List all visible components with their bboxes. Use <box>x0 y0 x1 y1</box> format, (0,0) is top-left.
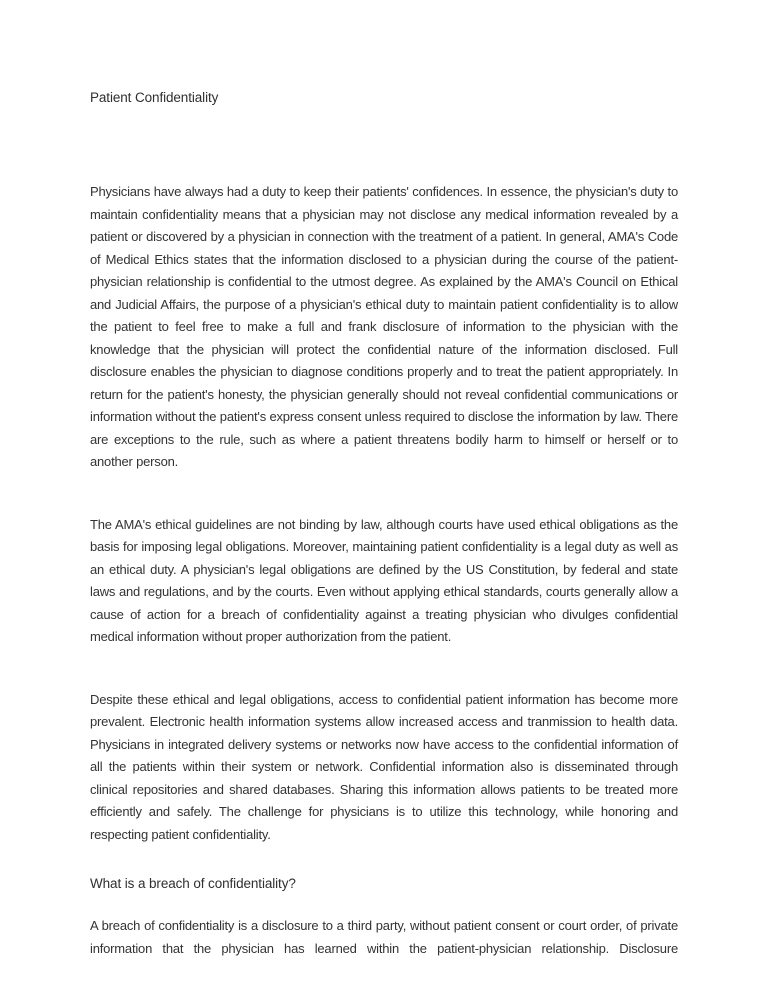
paragraph-electronic-access: Despite these ethical and legal obligations, access to confidential patient information has become more prevalent. Electronic health information systems allow increased access and tranmission to health data. Physicians in integrated delivery systems or networks now have access to the confidential information of all the patients within their system or network. Confidential information also is disseminated through clinical repositories and shared databases. Sharing this information allows patients to be treated more efficiently and safely. The challenge for physicians is to utilize this technology, while honoring and respecting patient confidentiality. <box>90 691 678 842</box>
paragraph-breach-definition: A breach of confidentiality is a disclosure to a third party, without patient consent or court order, of private information that the physician has learned within the patient-physician relationship. Disclosure <box>90 918 678 956</box>
section-heading-breach: What is a breach of confidentiality? <box>90 876 296 891</box>
page-title: Patient Confidentiality <box>90 90 219 105</box>
paragraph-duty-of-confidentiality: Physicians have always had a duty to keep their patients' confidences. In essence, the physician's duty to maintain confidentiality means that a physician may not disclose any medical information revealed by a patient or discovered by a physician in connection with the treatment of a patient. In general, AMA's Code of Medical Ethics states that the information disclosed to a physician during the course of the patient-physician relationship is confidential to the utmost degree. As explained by the AMA's Council on Ethical and Judicial Affairs, the purpose of a physician's ethical duty to maintain patient confidentiality is to allow the patient to feel free to make a full and frank disclosure of information to the physician with the knowledge that the physician will protect the confidential nature of the information disclosed. Full disclosure enables the physician to diagnose conditions properly and to treat the patient appropriately. In return for the patient's honesty, the physician generally should not reveal confidential communications or information without the patient's express consent unless required to disclose the information by law. There are exceptions to the rule, such as where a patient threatens bodily harm to himself or herself or to another person. <box>90 184 678 469</box>
paragraph-legal-obligations: The AMA's ethical guidelines are not binding by law, although courts have used ethical obligations as the basis for imposing legal obligations. Moreover, maintaining patient confidentiality is a legal duty as well as an ethical duty. A physician's legal obligations are defined by the US Constitution, by federal and state laws and regulations, and by the courts. Even without applying ethical standards, courts generally allow a cause of action for a breach of confidentiality against a treating physician who divulges confidential medical information without proper authorization from the patient. <box>90 516 678 644</box>
document-content <box>90 90 678 960</box>
